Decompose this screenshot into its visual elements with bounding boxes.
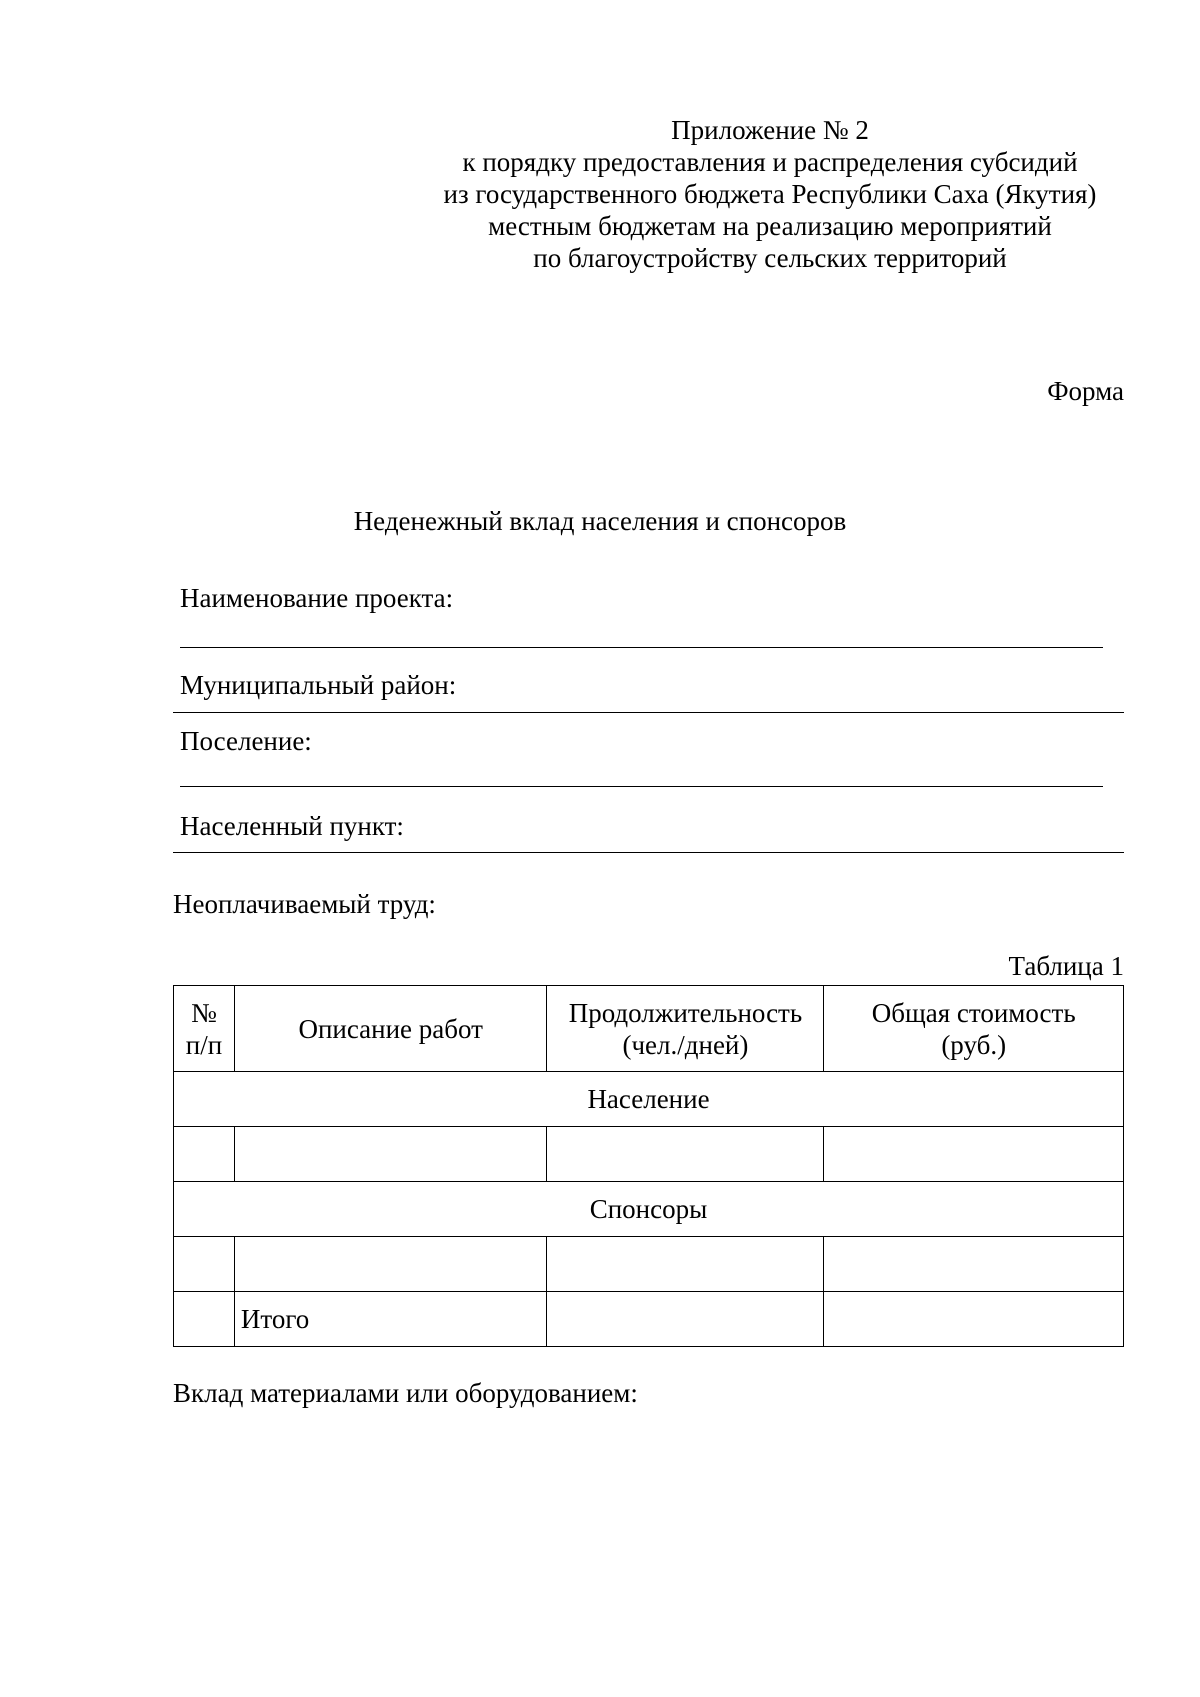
settlement-label: Поселение: [180, 726, 312, 756]
cell-cost[interactable] [824, 1237, 1124, 1292]
settlement-line[interactable] [180, 786, 1103, 787]
header-number [174, 986, 235, 1072]
appendix-header [420, 114, 1120, 274]
header-duration-line2: (чел./дней) [622, 1029, 749, 1060]
cell-description[interactable] [234, 1127, 547, 1182]
district-line[interactable] [173, 712, 1124, 713]
locality-line[interactable] [173, 852, 1124, 853]
appendix-line: местным бюджетам на реализацию мероприятий [488, 211, 1052, 241]
group-row-population [174, 1072, 1124, 1127]
header-cost-line1: Общая стоимость [871, 997, 1076, 1028]
group-label-sponsors: Спонсоры [174, 1182, 1124, 1237]
cell-number[interactable] [174, 1292, 235, 1347]
header-number-line1: № [191, 997, 217, 1028]
district-label: Муниципальный район: [180, 670, 457, 700]
appendix-line: по благоустройству сельских территорий [533, 243, 1007, 273]
table-row [174, 1237, 1124, 1292]
table-header-row [174, 986, 1124, 1072]
cell-description[interactable] [234, 1237, 547, 1292]
header-duration-line1: Продолжительность [568, 997, 803, 1028]
total-label: Итого [234, 1292, 547, 1347]
contribution-table [173, 985, 1124, 1347]
project-name-label: Наименование проекта: [180, 583, 454, 613]
appendix-line: Приложение № 2 [671, 115, 869, 145]
total-row [174, 1292, 1124, 1347]
table-row [174, 1127, 1124, 1182]
form-label: Форма [1047, 376, 1124, 406]
group-row-sponsors [174, 1182, 1124, 1237]
table-caption: Таблица 1 [1008, 951, 1124, 981]
cell-duration[interactable] [547, 1237, 824, 1292]
header-description: Описание работ [234, 986, 547, 1072]
materials-heading: Вклад материалами или оборудованием: [173, 1378, 638, 1408]
document-title: Неденежный вклад населения и спонсоров [353, 506, 847, 536]
cell-total-cost[interactable] [824, 1292, 1124, 1347]
appendix-line: к порядку предоставления и распределения субсидий [462, 147, 1078, 177]
cell-total-duration[interactable] [547, 1292, 824, 1347]
unpaid-labor-heading: Неоплачиваемый труд: [173, 889, 436, 919]
cell-duration[interactable] [547, 1127, 824, 1182]
cell-cost[interactable] [824, 1127, 1124, 1182]
cell-number[interactable] [174, 1127, 235, 1182]
group-label-population: Население [174, 1072, 1124, 1127]
cell-number[interactable] [174, 1237, 235, 1292]
header-duration [547, 986, 824, 1072]
header-number-line2: п/п [185, 1029, 223, 1060]
header-cost-line2: (руб.) [941, 1029, 1007, 1060]
appendix-line: из государственного бюджета Республики Саха (Якутия) [443, 179, 1097, 209]
locality-label: Населенный пункт: [180, 811, 404, 841]
header-cost [824, 986, 1124, 1072]
project-name-line[interactable] [180, 647, 1103, 648]
